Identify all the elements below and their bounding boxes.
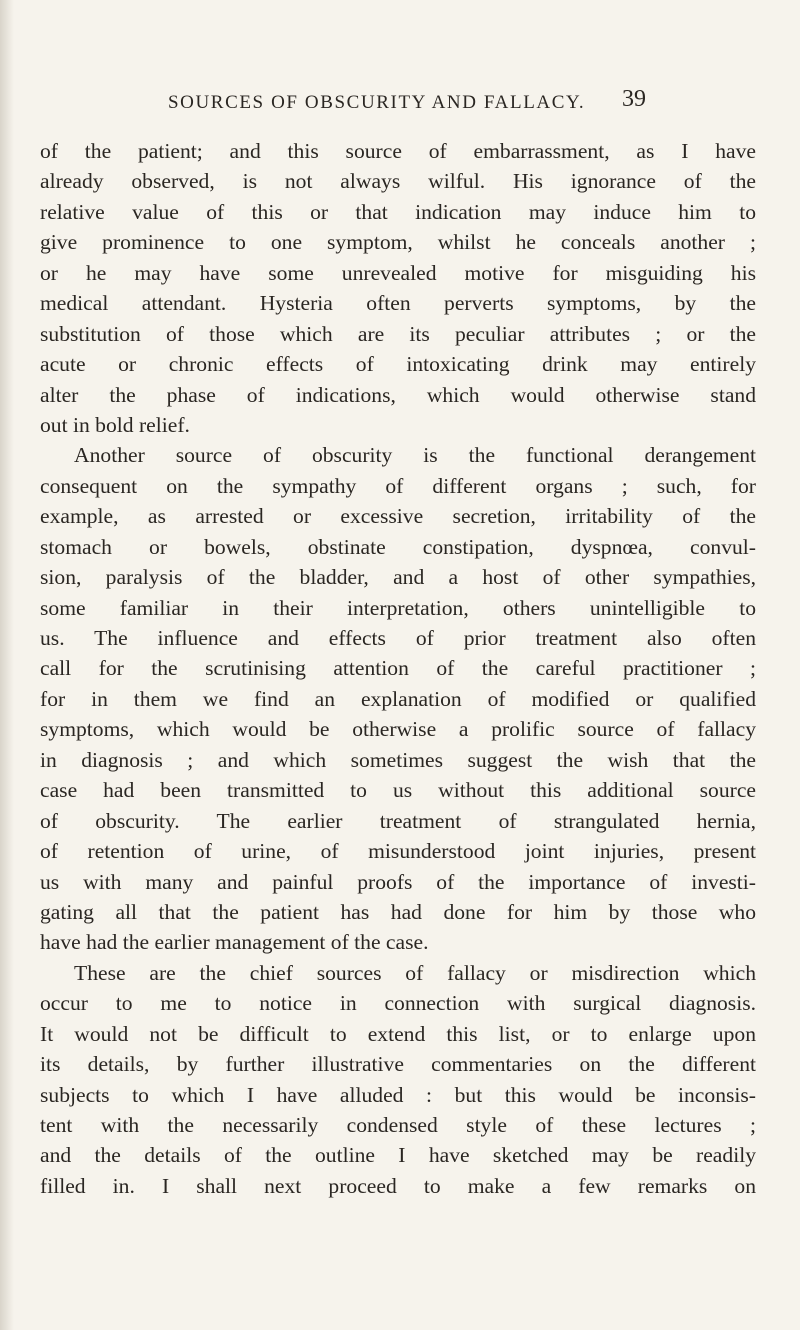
text-line: consequent on the sympathy of different organs ; such, for [40, 473, 756, 498]
text-line: have had the earlier management of the case. [40, 930, 429, 955]
text-line: of obscurity. The earlier treatment of strangulated hernia, [40, 808, 756, 833]
text-line: acute or chronic effects of intoxicating drink may entirely [40, 352, 756, 377]
text-line: gating all that the patient has had done for him by those who [40, 899, 756, 924]
text-line: It would not be difficult to extend this list, or to enlarge upon [40, 1021, 756, 1046]
text-line: give prominence to one symptom, whilst he conceals another ; [40, 230, 756, 255]
text-line: filled in. I shall next proceed to make a few remarks on [40, 1173, 756, 1198]
text-line: and the details of the outline I have sketched may be readily [40, 1143, 756, 1168]
text-line: relative value of this or that indication may induce him to [40, 199, 756, 224]
text-line: of retention of urine, of misunderstood joint injuries, present [40, 839, 756, 864]
text-line: in diagnosis ; and which sometimes suggest the wish that the [40, 747, 756, 772]
text-line: its details, by further illustrative commentaries on the different [40, 1052, 756, 1077]
page-number: 39 [622, 86, 646, 112]
text-line: some familiar in their interpretation, others unintelligible to [40, 595, 756, 620]
running-title: SOURCES OF OBSCURITY AND FALLACY. [168, 92, 586, 113]
text-line: subjects to which I have alluded : but this would be inconsis- [40, 1082, 756, 1107]
text-line: Another source of obscurity is the functional derangement [74, 443, 756, 468]
text-line: of the patient; and this source of embarrassment, as I have [40, 139, 756, 163]
text-line: case had been transmitted to us without this additional source [40, 778, 756, 803]
text-line: substitution of those which are its peculiar attributes ; or the [40, 321, 756, 346]
running-head [0, 86, 800, 122]
text-line: sion, paralysis of the bladder, and a host of other sympathies, [40, 565, 756, 590]
text-line: already observed, is not always wilful. His ignorance of the [40, 169, 756, 194]
page-gutter-shadow [0, 0, 14, 1330]
text-line: out in bold relief. [40, 412, 190, 437]
text-line: symptoms, which would be otherwise a prolific source of fallacy [40, 717, 756, 742]
text-line: alter the phase of indications, which would otherwise stand [40, 382, 756, 407]
text-line: call for the scrutinising attention of the careful practitioner ; [40, 656, 756, 681]
text-line: These are the chief sources of fallacy or misdirection which [74, 960, 756, 985]
text-line: tent with the necessarily condensed style of these lectures ; [40, 1113, 756, 1137]
text-line: medical attendant. Hysteria often perverts symptoms, by the [40, 291, 756, 316]
text-line: for in them we find an explanation of modified or qualified [40, 686, 756, 711]
text-line: stomach or bowels, obstinate constipation, dyspnœa, convul- [40, 534, 756, 559]
text-line: occur to me to notice in connection with surgical diagnosis. [40, 991, 756, 1016]
text-line: or he may have some unrevealed motive for misguiding his [40, 260, 756, 285]
text-line: us. The influence and effects of prior treatment also often [40, 626, 756, 650]
text-line: us with many and painful proofs of the importance of investi- [40, 869, 756, 894]
body-text [40, 136, 756, 1201]
text-line: example, as arrested or excessive secretion, irritability of the [40, 504, 756, 529]
